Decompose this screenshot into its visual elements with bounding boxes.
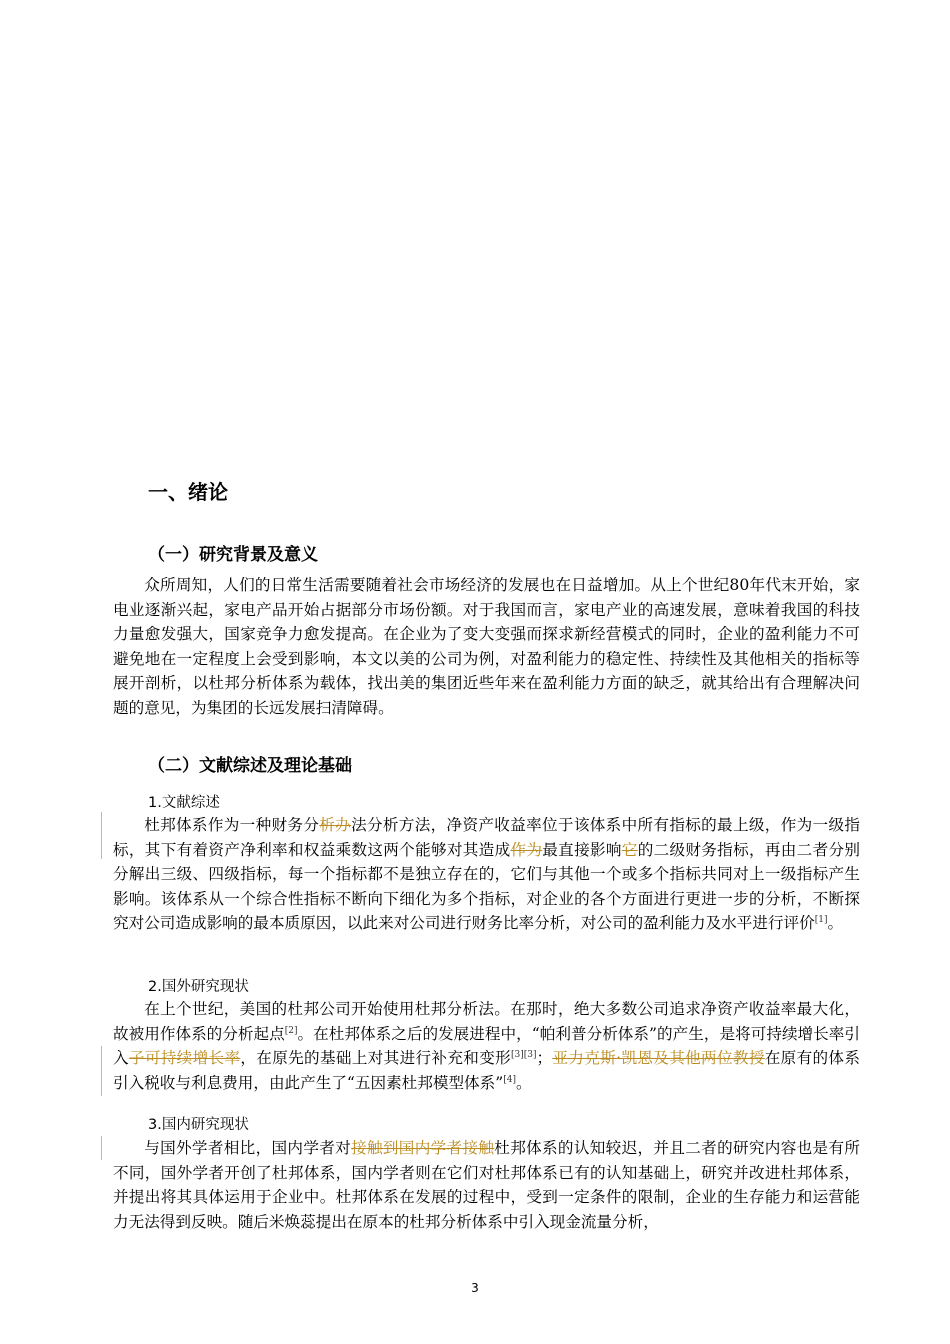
text-run: 最直接影响 [542, 840, 622, 859]
citation-ref: [2] [284, 1025, 298, 1036]
deleted-text: 接触到国内学者接触 [351, 1139, 495, 1157]
citation-ref: [3][3] [511, 1050, 537, 1060]
text-run: 在原有的体系引入税收与利息费用，由此产生了“五因素杜邦模型体系” [113, 1049, 860, 1092]
text-run: 。 [827, 914, 844, 933]
paragraph-foreign-research [113, 997, 860, 1095]
paragraph-literature-review [113, 813, 860, 936]
subheading-foreign-research: 2.国外研究现状 [148, 979, 249, 995]
citation-ref: [4] [503, 1074, 516, 1085]
paragraph-domestic-research [113, 1136, 860, 1234]
subheading-literature-review: 1.文献综述 [148, 795, 220, 811]
section-heading-background: （一）研究背景及意义 [148, 545, 318, 565]
text-run: 杜邦体系的认知较迟，并且二者的研究内容也是有所不同，国外学者开创了杜邦体系，国内学者则在它们对杜邦体系已有的认知基础上，研究并改进杜邦体系，并提出将其具体运用于企业中。杜邦体系在发展的过程中，受到一定条件的限制，企业的生存能力和运营能力无法得到反映。随后米焕蕊提出在原本的杜邦分析体系中引入现金流量分析， [113, 1139, 860, 1231]
change-bar [101, 1046, 102, 1096]
section-heading-literature: （二）文献综述及理论基础 [148, 756, 352, 776]
change-bar [101, 812, 102, 859]
text-run: 的二级财务指标，再由二者分别分解出三级、四级指标，每一个指标都不是独立存在的，它们与其他一个或多个指标共同对上一级指标产生影响。该体系从一个综合性指标不断向下细化为多个指标，对企业的各个方面进行更进一步的分析，不断探究对公司造成影响的最本质原因，以此来对公司进行财务比率分析，对公司的盈利能力及水平进行评价 [113, 840, 860, 933]
text-run: ； [536, 1049, 553, 1068]
text-run: 。在杜邦体系之后的发展进程中，“帕利普分析体系”的产生，是将可持续增长率引入 [113, 1024, 860, 1068]
deleted-text: 子可持续增长率 [128, 1049, 241, 1068]
page-number: 3 [471, 1281, 479, 1295]
subheading-domestic-research: 3.国内研究现状 [148, 1117, 249, 1133]
text-run: 在上个世纪，美国的杜邦公司开始使用杜邦分析法。在那时，绝大多数公司追求净资产收益率最大化，故被用作体系的分析起点 [113, 1000, 860, 1043]
change-bar [101, 1136, 102, 1160]
citation-ref: [1] [814, 915, 828, 926]
deleted-text: 它 [621, 840, 638, 859]
text-run: ，在原先的基础上对其进行补充和变形 [240, 1049, 512, 1068]
text-run: 法分析方法，净资产收益率位于该体系中所有指标的最上级，作为一级指标，其下有着资产净利率和权益乘数这两个能够对其造成 [113, 816, 860, 859]
text-run: 与国外学者相比，国内学者对 [144, 1139, 352, 1157]
deleted-text: 析办 [319, 816, 352, 834]
deleted-text: 作为 [510, 840, 543, 859]
chapter-heading: 一、绪论 [148, 480, 228, 504]
deleted-text: 亚力克斯·凯恩及其他两位教授 [552, 1049, 765, 1068]
paragraph-background: 众所周知，人们的日常生活需要随着社会市场经济的发展也在日益增加。从上个世纪80年代末开始，家电业逐渐兴起，家电产品开始占据部分市场份额。对于我国而言，家电产业的高速发展，意味着我国的科技力量愈发强大，国家竞争力愈发提高。在企业为了变大变强而探求新经营模式的同时，企业的盈利能力不可避免地在一定程度上会受到影响，本文以美的公司为例，对盈利能力的稳定性、持续性及其他相关的指标等展开剖析，以杜邦分析体系为载体，找出美的集团近些年来在盈利能力方面的缺乏，就其给出有合理解决问题的意见，为集团的长远发展扫清障碍。 [113, 576, 860, 717]
text-run: 。 [515, 1073, 532, 1092]
text-run: 杜邦体系作为一种财务分 [144, 816, 320, 834]
